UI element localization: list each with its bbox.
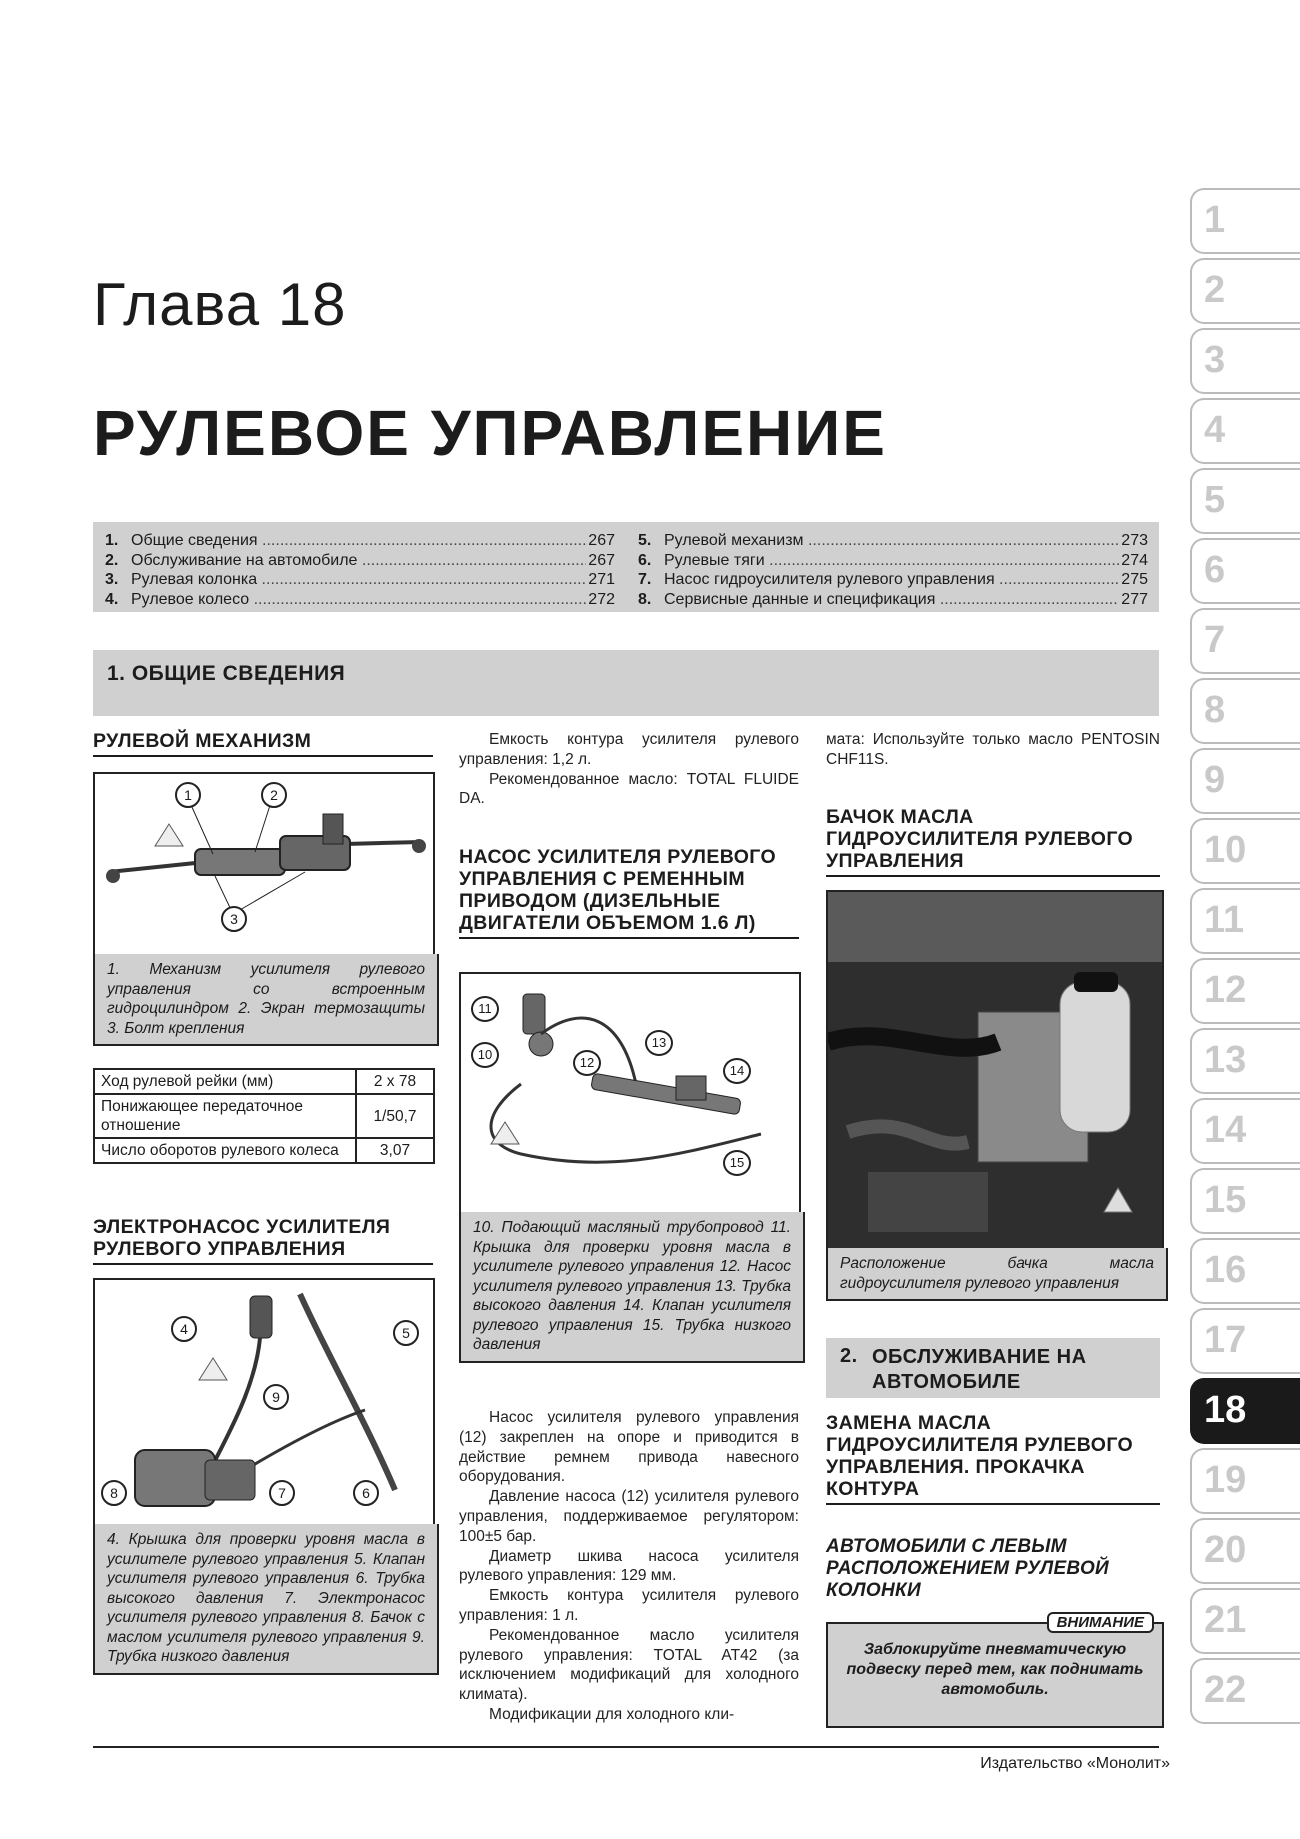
warning-label: ВНИМАНИЕ (1047, 1612, 1154, 1633)
section-title: ОБСЛУЖИВАНИЕ НА АВТОМОБИЛЕ (872, 1346, 1087, 1393)
chapter-tab-2[interactable]: 2 (1190, 258, 1300, 324)
heading-oil-reservoir: БАЧОК МАСЛА ГИДРОУСИЛИТЕЛЯ РУЛЕВОГО УПРАВЛЕНИЯ (826, 806, 1160, 877)
callout-4: 4 (171, 1316, 197, 1342)
spec-label: Число оборотов рулевого колеса (94, 1138, 356, 1163)
warning-box (826, 1614, 1164, 1728)
toc-entry-page: 272 (588, 590, 615, 608)
publisher-footer: Издательство «Монолит» (980, 1755, 1170, 1772)
spec-value: 2 x 78 (356, 1069, 434, 1094)
col3-intro-text (826, 730, 1160, 770)
table-row (94, 1069, 434, 1094)
figure-belt-pump (459, 972, 801, 1214)
toc-entry-number: 3. (105, 571, 119, 588)
heading-oil-change: ЗАМЕНА МАСЛА ГИДРОУСИЛИТЕЛЯ РУЛЕВОГО УПРАВЛЕНИЯ. ПРОКАЧКА КОНТУРА (826, 1412, 1160, 1505)
callout-11: 11 (471, 996, 499, 1022)
toc-entry-number: 5. (638, 532, 652, 549)
spec-table (93, 1068, 435, 1164)
toc-entry[interactable] (638, 570, 1148, 590)
heading-steering-mechanism: РУЛЕВОЙ МЕХАНИЗМ (93, 730, 433, 757)
toc-left-column (105, 531, 615, 609)
chapter-tab-3[interactable]: 3 (1190, 328, 1300, 394)
section-title: 1. ОБЩИЕ СВЕДЕНИЯ (107, 662, 346, 685)
toc-entry[interactable] (638, 551, 1148, 571)
paragraph: Рекомендованное масло: TOTAL FLUIDE DA. (459, 770, 799, 808)
spec-value: 1/50,7 (356, 1094, 434, 1138)
paragraph: Насос усилителя рулевого управления (12) закреплен на опоре и приводится в действие ремнем привода навесного оборудования. (459, 1409, 799, 1486)
callout-5: 5 (393, 1320, 419, 1346)
engine-bay-photo (828, 892, 1162, 1248)
toc-entry-title: Рулевой механизм ..... (664, 531, 1119, 551)
chapter-tab-7[interactable]: 7 (1190, 608, 1300, 674)
footer-divider (93, 1746, 1159, 1748)
chapter-tab-15[interactable]: 15 (1190, 1168, 1300, 1234)
chapter-title: РУЛЕВОЕ УПРАВЛЕНИЕ (93, 397, 887, 469)
callout-6: 6 (353, 1480, 379, 1506)
section-header-general (93, 650, 1159, 716)
chapter-tab-12[interactable]: 12 (1190, 958, 1300, 1024)
section-number: 2. (840, 1345, 858, 1367)
toc-entry-page: 274 (1121, 551, 1148, 569)
paragraph: Модификации для холодного кли- (489, 1705, 735, 1723)
toc-entry-page: 277 (1121, 590, 1148, 608)
toc-entry-page: 275 (1121, 571, 1148, 588)
table-row (94, 1138, 434, 1163)
paragraph: мата: Используйте только масло PENTOSIN CHF11S. (826, 731, 1160, 768)
table-of-contents (93, 522, 1159, 612)
toc-entry-page: 267 (588, 532, 615, 549)
toc-entry[interactable] (105, 551, 615, 571)
chapter-tab-9[interactable]: 9 (1190, 748, 1300, 814)
figure-caption-electric-pump: 4. Крышка для проверки уровня масла в усилителе рулевого управления 5. Клапан усилителя рулевого управления 6. Трубка высокого давления 7. Электронасос усилителя рулевого управления 8. Бачок с маслом усилителя рулевого управления 9. Трубка низкого давления (93, 1524, 439, 1675)
belt-pump-drawing (461, 974, 799, 1212)
callout-2: 2 (261, 782, 287, 808)
toc-entry-title: Обслуживание на автомобиле ..... (131, 551, 586, 571)
spec-label: Ход рулевой рейки (мм) (94, 1069, 356, 1094)
toc-entry-page: 267 (588, 551, 615, 569)
photo-caption-oil-reservoir: Расположение бачка масла гидроусилителя рулевого управления (826, 1248, 1168, 1301)
chapter-tab-17[interactable]: 17 (1190, 1308, 1300, 1374)
table-row (94, 1094, 434, 1138)
callout-12: 12 (573, 1050, 601, 1076)
chapter-tab-14[interactable]: 14 (1190, 1098, 1300, 1164)
heading-left-hand-drive: АВТОМОБИЛИ С ЛЕВЫМ РАСПОЛОЖЕНИЕМ РУЛЕВОЙ КОЛОНКИ (826, 1536, 1110, 1601)
col2-body-text (459, 1408, 799, 1725)
chapter-tab-21[interactable]: 21 (1190, 1588, 1300, 1654)
toc-entry-number: 1. (105, 532, 119, 549)
chapter-tab-1[interactable]: 1 (1190, 188, 1300, 254)
toc-entry-page: 273 (1121, 532, 1148, 549)
chapter-label: Глава 18 (93, 271, 347, 338)
callout-13: 13 (645, 1030, 673, 1056)
photo-oil-reservoir (826, 890, 1164, 1250)
chapter-tab-18[interactable]: 18 (1190, 1378, 1300, 1444)
section-header-maintenance (826, 1338, 1160, 1398)
chapter-tab-22[interactable]: 22 (1190, 1658, 1300, 1724)
callout-7: 7 (269, 1480, 295, 1506)
callout-10: 10 (471, 1042, 499, 1068)
toc-entry[interactable] (638, 531, 1148, 551)
figure-caption-steering-rack: 1. Механизм усилителя рулевого управления со встроенным гидроцилиндром 2. Экран термозащиты 3. Болт крепления (93, 954, 439, 1046)
chapter-tab-8[interactable]: 8 (1190, 678, 1300, 744)
callout-9: 9 (263, 1384, 289, 1410)
callout-3: 3 (221, 906, 247, 932)
toc-entry-number: 4. (105, 590, 119, 608)
paragraph: Емкость контура усилителя рулевого управления: 1 л. (459, 1587, 799, 1624)
spec-label: Понижающее передаточное отношение (94, 1094, 356, 1138)
toc-entry[interactable] (105, 570, 615, 590)
toc-entry-title: Рулевые тяги ..... (664, 551, 1119, 571)
toc-entry[interactable] (105, 590, 615, 610)
chapter-tab-5[interactable]: 5 (1190, 468, 1300, 534)
col2-intro-text (459, 730, 799, 809)
toc-entry-number: 7. (638, 571, 652, 588)
figure-caption-belt-pump: 10. Подающий масляный трубопровод 11. Крышка для проверки уровня масла в усилителе рулевого управления 12. Насос усилителя рулевого управления 13. Трубка высокого давления 14. Клапан усилителя рулевого управления 15. Трубка низкого давления (459, 1212, 805, 1363)
callout-1: 1 (175, 782, 201, 808)
paragraph: Емкость контура усилителя рулевого управления: 1,2 л. (459, 731, 799, 768)
chapter-tab-13[interactable]: 13 (1190, 1028, 1300, 1094)
toc-entry-page: 271 (588, 571, 615, 588)
toc-entry[interactable] (105, 531, 615, 551)
spec-value: 3,07 (356, 1138, 434, 1163)
paragraph: Давление насоса (12) усилителя рулевого управления, поддерживаемое регулятором: 100±5 бар. (459, 1488, 799, 1545)
warning-text: Заблокируйте пневматическую подвеску перед тем, как поднимать автомобиль. (846, 1641, 1144, 1698)
chapter-tab-4[interactable]: 4 (1190, 398, 1300, 464)
heading-belt-pump: НАСОС УСИЛИТЕЛЯ РУЛЕВОГО УПРАВЛЕНИЯ С РЕМЕННЫМ ПРИВОДОМ (ДИЗЕЛЬНЫЕ ДВИГАТЕЛИ ОБЪЕМОМ 1.6 Л) (459, 846, 799, 939)
heading-electric-pump: ЭЛЕКТРОНАСОС УСИЛИТЕЛЯ РУЛЕВОГО УПРАВЛЕНИЯ (93, 1216, 433, 1265)
chapter-tab-11[interactable]: 11 (1190, 888, 1300, 954)
toc-entry-title: Общие сведения ..... (131, 531, 586, 551)
toc-entry-number: 8. (638, 590, 652, 608)
callout-15: 15 (723, 1150, 751, 1176)
toc-entry-title: Рулевое колесо ..... (131, 590, 586, 610)
toc-entry-title: Сервисные данные и спецификация ..... (664, 590, 1119, 610)
toc-entry[interactable] (638, 590, 1148, 610)
toc-entry-title: Насос гидроусилителя рулевого управления ..... (664, 570, 1119, 590)
toc-entry-number: 2. (105, 551, 119, 569)
toc-entry-number: 6. (638, 551, 652, 569)
chapter-tab-6[interactable]: 6 (1190, 538, 1300, 604)
figure-steering-rack (93, 772, 435, 956)
toc-entry-title: Рулевая колонка ..... (131, 570, 586, 590)
chapter-tab-20[interactable]: 20 (1190, 1518, 1300, 1584)
paragraph: Диаметр шкива насоса усилителя рулевого управления: 129 мм. (459, 1547, 799, 1585)
chapter-tab-10[interactable]: 10 (1190, 818, 1300, 884)
chapter-tab-16[interactable]: 16 (1190, 1238, 1300, 1304)
callout-14: 14 (723, 1058, 751, 1084)
callout-8: 8 (101, 1480, 127, 1506)
figure-electric-pump (93, 1278, 435, 1526)
paragraph: Рекомендованное масло усилителя рулевого управления: TOTAL AT42 (за исключением модификаций для холодного климата). (459, 1626, 799, 1704)
toc-right-column (638, 531, 1148, 609)
chapter-tab-19[interactable]: 19 (1190, 1448, 1300, 1514)
